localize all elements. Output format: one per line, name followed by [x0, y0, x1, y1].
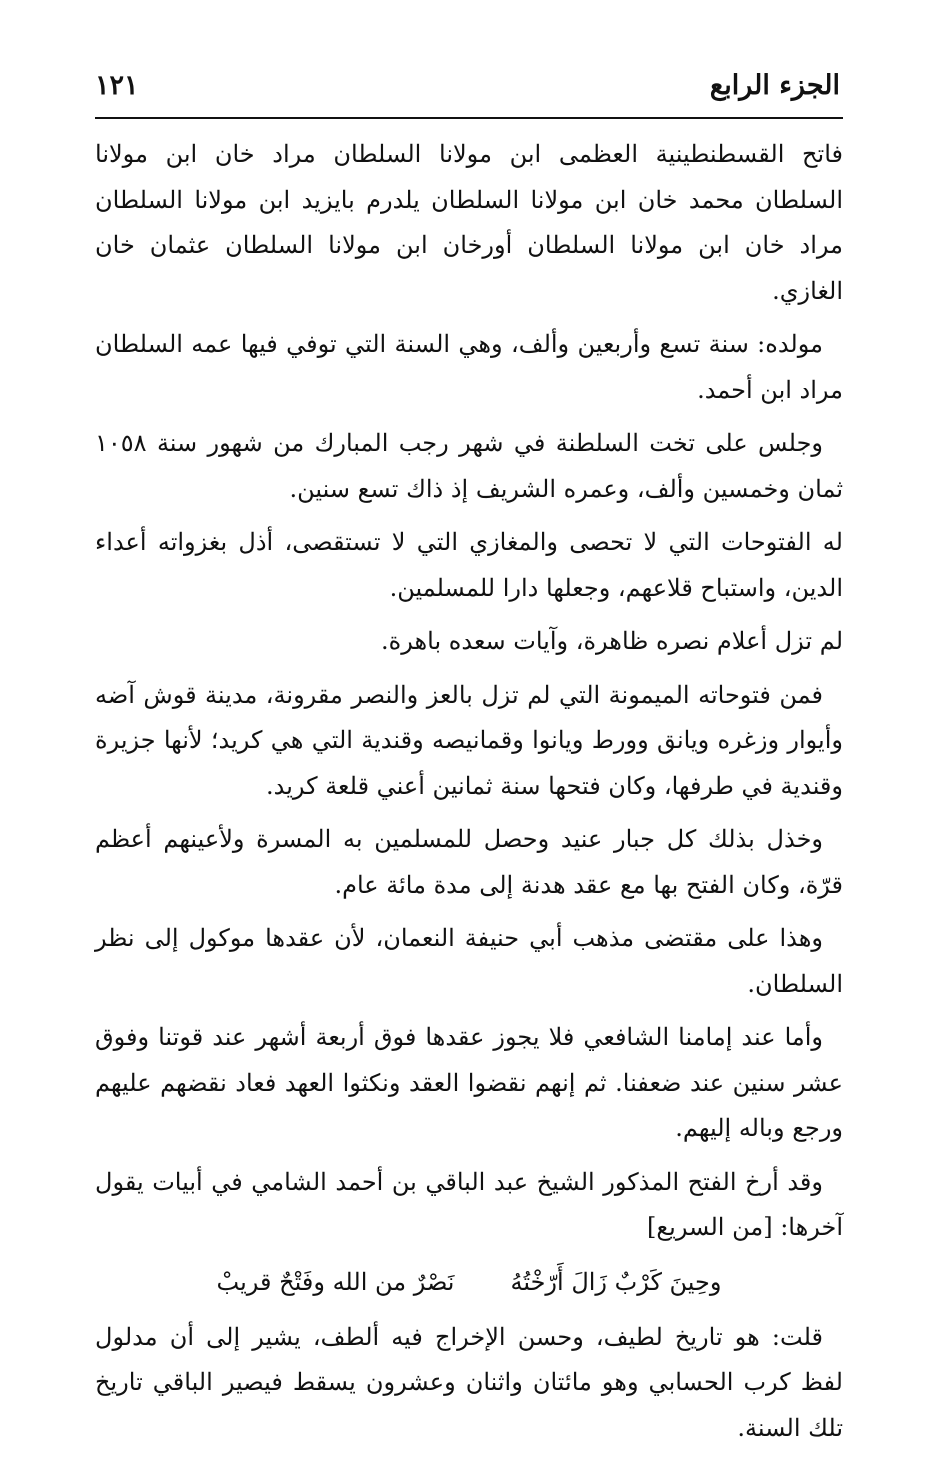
paragraph: مولده: سنة تسع وأربعين وألف، وهي السنة التي توفي فيها عمه السلطان مراد ابن أحمد. [95, 330, 843, 404]
page-body [95, 132, 843, 1459]
closing-paragraph: قلت: هو تاريخ لطيف، وحسن الإخراج فيه ألطف، يشير إلى أن مدلول لفظ كرب الحسابي وهو مائتان واثنان وعشرون يسقط فيصير الباقي تاريخ تلك السنة. [95, 1322, 843, 1442]
paragraph: فاتح القسطنطينية العظمى ابن مولانا السلطان مراد خان ابن مولانا السلطان محمد خان ابن مولانا السلطان يلدرم بايزيد ابن مولانا السلطان مراد خان ابن مولانا السلطان أورخان ابن مولانا السلطان عثمان خان الغازي. [95, 140, 843, 305]
paragraph: وجلس على تخت السلطنة في شهر رجب المبارك من شهور سنة ١٠٥٨ ثمان وخمسين وألف، وعمره الشريف إذ ذاك تسع سنين. [95, 429, 843, 503]
running-title: الجزء الرابع [709, 70, 840, 101]
paragraph: وهذا على مقتضى مذهب أبي حنيفة النعمان، لأن عقدها موكول إلى نظر السلطان. [95, 924, 843, 998]
paragraph: وأما عند إمامنا الشافعي فلا يجوز عقدها فوق أربعة أشهر عند قوتنا وفوق عشر سنين عند ضعفنا. ثم إنهم نقضوا العقد ونكثوا العهد فعاد نقضهم عليهم ورجع وباله إليهم. [95, 1023, 843, 1142]
page-header [95, 62, 840, 110]
page-number: ١٢١ [95, 70, 139, 101]
verse-second-hemistich: نَصْرٌ من الله وفَتْحٌ قريبْ [216, 1267, 455, 1296]
verse-first-hemistich: وحِينَ كَرْبٌ زَالَ أَرّخْتُهُ [510, 1267, 722, 1296]
header-rule [95, 117, 843, 119]
paragraph: لم تزل أعلام نصره ظاهرة، وآيات سعده باهرة. [381, 627, 843, 655]
poem-verse [95, 1259, 843, 1305]
paragraph: وخذل بذلك كل جبار عنيد وحصل للمسلمين به المسرة ولأعينهم أعظم قرّة، وكان الفتح بها مع عقد هدنة إلى مدة مائة عام. [95, 825, 843, 899]
paragraph: فمن فتوحاته الميمونة التي لم تزل بالعز والنصر مقرونة، مدينة قوش آضه وأيوار وزغره ويانق وورط ويانوا وقمانيصه وقندية التي هي كريد؛ لأنها جزيرة وقندية في طرفها، وكان فتحها سنة ثمانين أعني قلعة كريد. [95, 680, 843, 800]
paragraph: وقد أرخ الفتح المذكور الشيخ عبد الباقي بن أحمد الشامي في أبيات يقول آخرها: [من السريع] [95, 1167, 843, 1241]
paragraph: له الفتوحات التي لا تحصى والمغازي التي لا تستقصى، أذل بغزواته أعداء الدين، واستباح قلاعهم، وجعلها دارا للمسلمين. [95, 528, 843, 602]
